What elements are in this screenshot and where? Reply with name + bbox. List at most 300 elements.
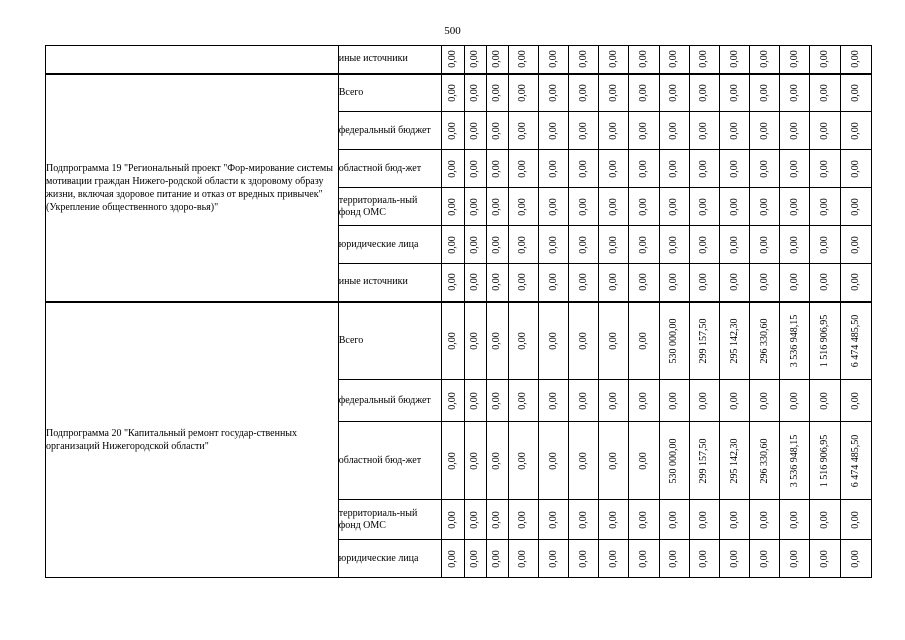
- value-cell: [719, 422, 749, 500]
- value-cell: [538, 150, 568, 188]
- value-text: 0,00: [819, 159, 831, 178]
- value-cell: [719, 264, 749, 302]
- value-text: 0,00: [698, 84, 710, 102]
- value-cell: [464, 380, 486, 422]
- value-cell: [486, 226, 508, 264]
- value-cell: [659, 188, 689, 226]
- value-cell: [659, 302, 689, 380]
- value-text: 0,00: [819, 121, 831, 140]
- value-cell: [486, 380, 508, 422]
- value-text: 0,00: [758, 549, 770, 568]
- value-text: 0,00: [577, 159, 589, 178]
- value-text: 0,00: [698, 235, 710, 254]
- value-cell: [750, 226, 780, 264]
- value-text: 0,00: [698, 510, 710, 529]
- value-cell: [780, 226, 810, 264]
- value-text: 0,00: [638, 451, 650, 470]
- value-text: 0,00: [491, 273, 503, 291]
- value-text: 0,00: [577, 510, 589, 529]
- value-cell: [629, 302, 659, 380]
- value-cell: [840, 74, 871, 112]
- value-text: 0,00: [446, 510, 458, 529]
- value-cell: [599, 500, 629, 540]
- value-text: 0,00: [517, 235, 529, 254]
- value-cell: [719, 380, 749, 422]
- value-cell: [464, 188, 486, 226]
- value-text: 0,00: [728, 549, 740, 568]
- value-cell: [659, 112, 689, 150]
- value-cell: [599, 112, 629, 150]
- value-cell: [569, 46, 599, 74]
- value-text: 0,00: [446, 273, 458, 291]
- value-cell: [464, 226, 486, 264]
- value-text: 299 157,50: [698, 438, 710, 483]
- value-text: 0,00: [849, 235, 861, 254]
- value-text: 0,00: [607, 159, 619, 178]
- value-text: 6 474 485,50: [849, 434, 861, 487]
- value-text: 0,00: [491, 332, 503, 350]
- value-text: 299 157,50: [698, 318, 710, 364]
- value-text: 0,00: [491, 50, 503, 68]
- value-cell: [840, 188, 871, 226]
- value-text: 0,00: [577, 391, 589, 410]
- value-text: 295 142,30: [728, 318, 740, 364]
- value-cell: [780, 46, 810, 74]
- value-text: 0,00: [668, 84, 680, 102]
- value-cell: [599, 226, 629, 264]
- value-cell: [442, 540, 464, 578]
- value-cell: [659, 422, 689, 500]
- value-cell: [569, 540, 599, 578]
- value-cell: [689, 46, 719, 74]
- value-cell: [508, 150, 538, 188]
- value-cell: [840, 540, 871, 578]
- value-cell: [569, 500, 599, 540]
- value-text: 0,00: [758, 273, 770, 291]
- value-cell: [689, 150, 719, 188]
- value-cell: [508, 226, 538, 264]
- value-cell: [538, 422, 568, 500]
- value-text: 0,00: [728, 391, 740, 410]
- value-text: 0,00: [547, 510, 559, 529]
- value-cell: [464, 500, 486, 540]
- value-text: 0,00: [491, 510, 503, 529]
- value-cell: [659, 380, 689, 422]
- value-text: 0,00: [607, 549, 619, 568]
- value-text: 0,00: [698, 197, 710, 216]
- value-text: 0,00: [728, 121, 740, 140]
- value-text: 0,00: [547, 391, 559, 410]
- value-cell: [442, 74, 464, 112]
- value-cell: [486, 74, 508, 112]
- value-text: 3 536 948,15: [788, 434, 800, 487]
- value-text: 0,00: [547, 332, 559, 350]
- value-text: 0,00: [638, 332, 650, 350]
- value-text: 0,00: [788, 121, 800, 140]
- value-text: 0,00: [758, 391, 770, 410]
- value-cell: [840, 302, 871, 380]
- value-cell: [840, 150, 871, 188]
- subprogram-name: [46, 46, 339, 74]
- value-cell: [599, 150, 629, 188]
- value-text: 0,00: [517, 159, 529, 178]
- value-cell: [486, 540, 508, 578]
- value-cell: [780, 150, 810, 188]
- value-cell: [840, 264, 871, 302]
- value-text: 0,00: [577, 121, 589, 140]
- value-text: 0,00: [668, 159, 680, 178]
- value-cell: [659, 540, 689, 578]
- value-cell: [750, 422, 780, 500]
- value-cell: [486, 500, 508, 540]
- value-cell: [750, 46, 780, 74]
- value-text: 530 000,00: [668, 438, 680, 483]
- value-text: 0,00: [758, 159, 770, 178]
- value-text: 6 474 485,50: [849, 314, 861, 367]
- value-cell: [486, 112, 508, 150]
- value-text: 0,00: [698, 549, 710, 568]
- value-cell: [810, 302, 840, 380]
- value-text: 0,00: [469, 332, 481, 350]
- value-cell: [840, 380, 871, 422]
- value-text: 0,00: [758, 197, 770, 216]
- value-text: 0,00: [819, 197, 831, 216]
- table-row: [46, 74, 872, 112]
- value-text: 0,00: [728, 197, 740, 216]
- value-cell: [780, 74, 810, 112]
- value-cell: [780, 112, 810, 150]
- value-cell: [689, 188, 719, 226]
- value-cell: [538, 46, 568, 74]
- value-text: 296 330,60: [758, 438, 770, 483]
- value-text: 0,00: [517, 332, 529, 350]
- value-cell: [629, 188, 659, 226]
- value-text: 0,00: [607, 235, 619, 254]
- value-cell: [508, 302, 538, 380]
- value-cell: [599, 46, 629, 74]
- value-cell: [840, 112, 871, 150]
- value-text: 0,00: [577, 273, 589, 291]
- value-text: 0,00: [469, 273, 481, 291]
- value-cell: [629, 46, 659, 74]
- value-cell: [538, 540, 568, 578]
- value-text: 0,00: [577, 451, 589, 470]
- value-cell: [659, 46, 689, 74]
- value-text: 0,00: [849, 549, 861, 568]
- value-cell: [599, 380, 629, 422]
- value-text: 0,00: [446, 549, 458, 568]
- value-text: 0,00: [547, 549, 559, 568]
- value-cell: [599, 188, 629, 226]
- value-text: 0,00: [638, 50, 650, 68]
- value-text: 0,00: [758, 50, 770, 68]
- value-text: 0,00: [547, 50, 559, 68]
- value-text: 0,00: [491, 549, 503, 568]
- value-text: 0,00: [607, 273, 619, 291]
- value-text: 0,00: [469, 159, 481, 178]
- value-cell: [810, 74, 840, 112]
- value-cell: [780, 540, 810, 578]
- value-cell: [538, 74, 568, 112]
- value-cell: [719, 500, 749, 540]
- table-body: [46, 46, 872, 578]
- funding-source: территориаль-ный фонд ОМС: [338, 500, 442, 540]
- value-text: 0,00: [469, 50, 481, 68]
- value-text: 0,00: [547, 159, 559, 178]
- value-text: 0,00: [638, 510, 650, 529]
- value-text: 0,00: [849, 159, 861, 178]
- value-text: 0,00: [491, 121, 503, 140]
- value-text: 0,00: [577, 197, 589, 216]
- value-cell: [689, 264, 719, 302]
- value-text: 0,00: [607, 332, 619, 350]
- value-cell: [810, 500, 840, 540]
- value-cell: [599, 540, 629, 578]
- funding-source: иные источники: [338, 264, 442, 302]
- funding-source: Всего: [338, 302, 442, 380]
- value-text: 0,00: [698, 50, 710, 68]
- value-cell: [442, 150, 464, 188]
- value-cell: [719, 46, 749, 74]
- page-number: 500: [444, 25, 461, 37]
- value-cell: [629, 380, 659, 422]
- value-text: 0,00: [758, 235, 770, 254]
- value-cell: [464, 112, 486, 150]
- value-text: 0,00: [469, 510, 481, 529]
- subprogram-name: Подпрограмма 20 "Капитальный ремонт государ-ственных организаций Нижегородской области": [46, 302, 339, 578]
- value-text: 0,00: [469, 197, 481, 216]
- value-text: 0,00: [728, 159, 740, 178]
- funding-source: юридические лица: [338, 226, 442, 264]
- value-text: 0,00: [668, 391, 680, 410]
- value-cell: [689, 380, 719, 422]
- value-text: 0,00: [577, 50, 589, 68]
- value-text: 0,00: [638, 235, 650, 254]
- value-cell: [689, 540, 719, 578]
- value-cell: [442, 422, 464, 500]
- value-text: 0,00: [849, 391, 861, 410]
- value-cell: [629, 500, 659, 540]
- value-cell: [442, 46, 464, 74]
- value-cell: [508, 264, 538, 302]
- value-cell: [719, 540, 749, 578]
- value-cell: [569, 226, 599, 264]
- value-text: 0,00: [547, 197, 559, 216]
- value-text: 0,00: [607, 510, 619, 529]
- value-cell: [629, 540, 659, 578]
- budget-table: [45, 45, 872, 578]
- value-cell: [659, 150, 689, 188]
- value-text: 0,00: [491, 159, 503, 178]
- value-text: 0,00: [491, 84, 503, 102]
- value-cell: [719, 112, 749, 150]
- value-cell: [538, 380, 568, 422]
- value-cell: [750, 302, 780, 380]
- value-text: 0,00: [728, 273, 740, 291]
- value-text: 0,00: [577, 235, 589, 254]
- value-cell: [508, 74, 538, 112]
- value-cell: [464, 264, 486, 302]
- value-text: 0,00: [638, 391, 650, 410]
- value-cell: [464, 302, 486, 380]
- value-text: 0,00: [788, 50, 800, 68]
- value-text: 0,00: [849, 121, 861, 140]
- value-cell: [599, 302, 629, 380]
- value-text: 0,00: [607, 391, 619, 410]
- value-cell: [442, 112, 464, 150]
- funding-source: федеральный бюджет: [338, 380, 442, 422]
- value-cell: [689, 226, 719, 264]
- value-text: 0,00: [577, 549, 589, 568]
- value-cell: [464, 422, 486, 500]
- value-cell: [486, 188, 508, 226]
- value-text: 0,00: [849, 510, 861, 529]
- value-text: 0,00: [491, 451, 503, 470]
- value-cell: [659, 500, 689, 540]
- value-cell: [629, 112, 659, 150]
- value-text: 0,00: [728, 50, 740, 68]
- value-cell: [442, 380, 464, 422]
- value-text: 0,00: [819, 235, 831, 254]
- value-cell: [508, 540, 538, 578]
- value-cell: [486, 150, 508, 188]
- value-text: 0,00: [819, 50, 831, 68]
- value-text: 0,00: [607, 451, 619, 470]
- value-text: 0,00: [668, 273, 680, 291]
- value-cell: [689, 500, 719, 540]
- value-text: 0,00: [668, 50, 680, 68]
- value-text: 0,00: [517, 451, 529, 470]
- value-cell: [629, 264, 659, 302]
- value-text: 0,00: [446, 50, 458, 68]
- value-text: 0,00: [819, 549, 831, 568]
- value-cell: [569, 422, 599, 500]
- value-cell: [659, 226, 689, 264]
- value-text: 0,00: [728, 84, 740, 102]
- value-cell: [569, 74, 599, 112]
- value-cell: [629, 422, 659, 500]
- funding-source: Всего: [338, 74, 442, 112]
- value-cell: [840, 46, 871, 74]
- value-text: 0,00: [547, 451, 559, 470]
- value-cell: [569, 150, 599, 188]
- value-cell: [780, 188, 810, 226]
- value-cell: [750, 264, 780, 302]
- value-text: 0,00: [446, 84, 458, 102]
- value-cell: [599, 422, 629, 500]
- value-cell: [599, 264, 629, 302]
- value-text: 0,00: [788, 159, 800, 178]
- value-text: 3 536 948,15: [788, 314, 800, 367]
- value-text: 0,00: [469, 549, 481, 568]
- value-cell: [629, 226, 659, 264]
- value-cell: [508, 46, 538, 74]
- value-cell: [508, 112, 538, 150]
- value-cell: [810, 188, 840, 226]
- value-text: 0,00: [638, 121, 650, 140]
- value-cell: [750, 150, 780, 188]
- funding-source: федеральный бюджет: [338, 112, 442, 150]
- value-cell: [442, 302, 464, 380]
- value-cell: [810, 540, 840, 578]
- value-cell: [569, 264, 599, 302]
- value-cell: [780, 264, 810, 302]
- value-text: 0,00: [638, 273, 650, 291]
- value-text: 1 516 906,95: [819, 434, 831, 487]
- value-text: 0,00: [469, 235, 481, 254]
- value-text: 0,00: [547, 273, 559, 291]
- value-cell: [780, 422, 810, 500]
- value-text: 0,00: [668, 549, 680, 568]
- value-text: 0,00: [758, 510, 770, 529]
- value-text: 0,00: [491, 197, 503, 216]
- value-text: 0,00: [446, 235, 458, 254]
- value-cell: [750, 540, 780, 578]
- table-row: [46, 302, 872, 380]
- value-text: 0,00: [758, 121, 770, 140]
- value-cell: [810, 226, 840, 264]
- value-text: 0,00: [788, 549, 800, 568]
- value-text: 0,00: [577, 84, 589, 102]
- value-cell: [810, 112, 840, 150]
- value-text: 0,00: [698, 273, 710, 291]
- value-text: 0,00: [577, 332, 589, 350]
- value-text: 0,00: [638, 549, 650, 568]
- value-cell: [464, 46, 486, 74]
- value-text: 0,00: [638, 197, 650, 216]
- value-cell: [719, 302, 749, 380]
- value-text: 0,00: [819, 84, 831, 102]
- value-cell: [810, 422, 840, 500]
- value-cell: [538, 500, 568, 540]
- value-text: 0,00: [698, 121, 710, 140]
- value-text: 0,00: [469, 451, 481, 470]
- value-text: 296 330,60: [758, 318, 770, 364]
- value-text: 0,00: [517, 197, 529, 216]
- funding-source: областной бюд-жет: [338, 422, 442, 500]
- value-cell: [442, 264, 464, 302]
- value-cell: [538, 264, 568, 302]
- value-text: 0,00: [517, 84, 529, 102]
- value-text: 0,00: [469, 391, 481, 410]
- value-cell: [538, 302, 568, 380]
- value-text: 0,00: [819, 510, 831, 529]
- value-text: 1 516 906,95: [819, 314, 831, 367]
- value-text: 0,00: [638, 84, 650, 102]
- value-cell: [810, 380, 840, 422]
- value-text: 0,00: [698, 159, 710, 178]
- value-text: 0,00: [607, 121, 619, 140]
- value-text: 0,00: [668, 235, 680, 254]
- value-text: 0,00: [517, 273, 529, 291]
- value-cell: [538, 112, 568, 150]
- value-text: 0,00: [469, 121, 481, 140]
- value-cell: [599, 74, 629, 112]
- value-text: 0,00: [819, 273, 831, 291]
- value-text: 0,00: [668, 121, 680, 140]
- value-cell: [569, 380, 599, 422]
- value-cell: [719, 150, 749, 188]
- value-text: 0,00: [517, 391, 529, 410]
- value-cell: [464, 150, 486, 188]
- value-cell: [486, 422, 508, 500]
- value-cell: [486, 264, 508, 302]
- value-cell: [719, 188, 749, 226]
- value-text: 0,00: [788, 510, 800, 529]
- value-text: 0,00: [788, 84, 800, 102]
- value-cell: [538, 226, 568, 264]
- value-cell: [508, 188, 538, 226]
